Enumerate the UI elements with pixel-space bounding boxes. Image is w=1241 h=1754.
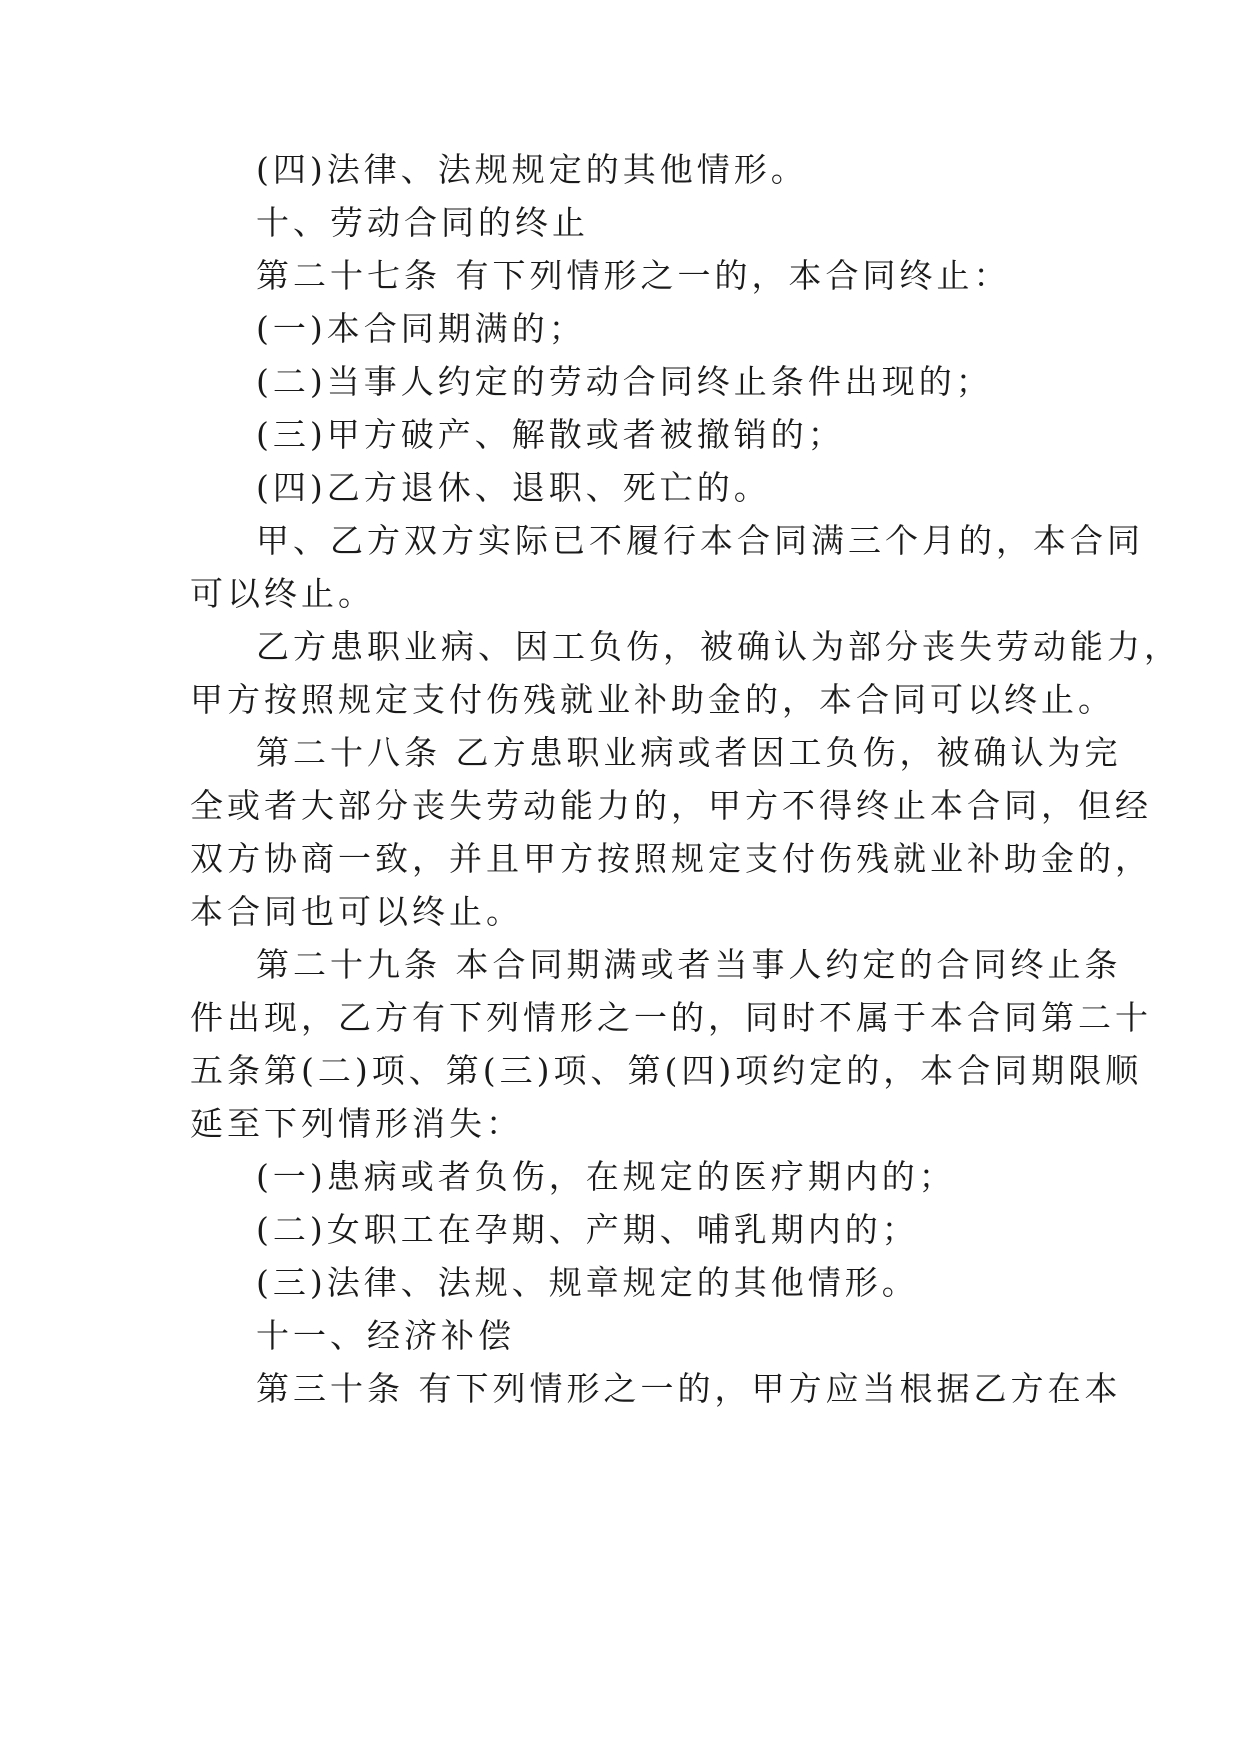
text-line: 甲、乙方双方实际已不履行本合同满三个月的，本合同 <box>256 521 1144 560</box>
article-line: 第三十条 有下列情形之一的，甲方应当根据乙方在本 <box>256 1369 1122 1408</box>
text-line: 五条第(二)项、第(三)项、第(四)项约定的，本合同期限顺 <box>190 1051 1143 1090</box>
article-line: 第二十九条 本合同期满或者当事人约定的合同终止条 <box>256 945 1122 984</box>
text-line: 甲方按照规定支付伤残就业补助金的，本合同可以终止。 <box>190 680 1115 719</box>
text-line: 双方协商一致，并且甲方按照规定支付伤残就业补助金的， <box>190 839 1152 878</box>
article-line: 第二十七条 有下列情形之一的，本合同终止： <box>256 256 1011 295</box>
text-line: 延至下列情形消失： <box>190 1104 523 1143</box>
text-line: 件出现，乙方有下列情形之一的，同时不属于本合同第二十 <box>190 998 1152 1037</box>
text-line: (三)法律、法规、规章规定的其他情形。 <box>256 1263 919 1302</box>
text-line: (四)乙方退休、退职、死亡的。 <box>256 468 771 507</box>
text-line: (二)女职工在孕期、产期、哺乳期内的； <box>256 1210 919 1249</box>
text-line: (一)本合同期满的； <box>256 309 586 348</box>
text-line: (三)甲方破产、解散或者被撤销的； <box>256 415 845 454</box>
article-line: 第二十八条 乙方患职业病或者因工负伤，被确认为完 <box>256 733 1122 772</box>
text-line: (一)患病或者负伤，在规定的医疗期内的； <box>256 1157 956 1196</box>
text-line: 全或者大部分丧失劳动能力的，甲方不得终止本合同，但经 <box>190 786 1152 825</box>
text-line: 本合同也可以终止。 <box>190 892 523 931</box>
text-line: (四)法律、法规规定的其他情形。 <box>256 150 808 189</box>
section-heading: 十一、经济补偿 <box>256 1316 515 1355</box>
section-heading: 十、劳动合同的终止 <box>256 203 589 242</box>
text-line: 乙方患职业病、因工负伤，被确认为部分丧失劳动能力， <box>256 627 1181 666</box>
text-line: (二)当事人约定的劳动合同终止条件出现的； <box>256 362 993 401</box>
text-line: 可以终止。 <box>190 574 375 613</box>
